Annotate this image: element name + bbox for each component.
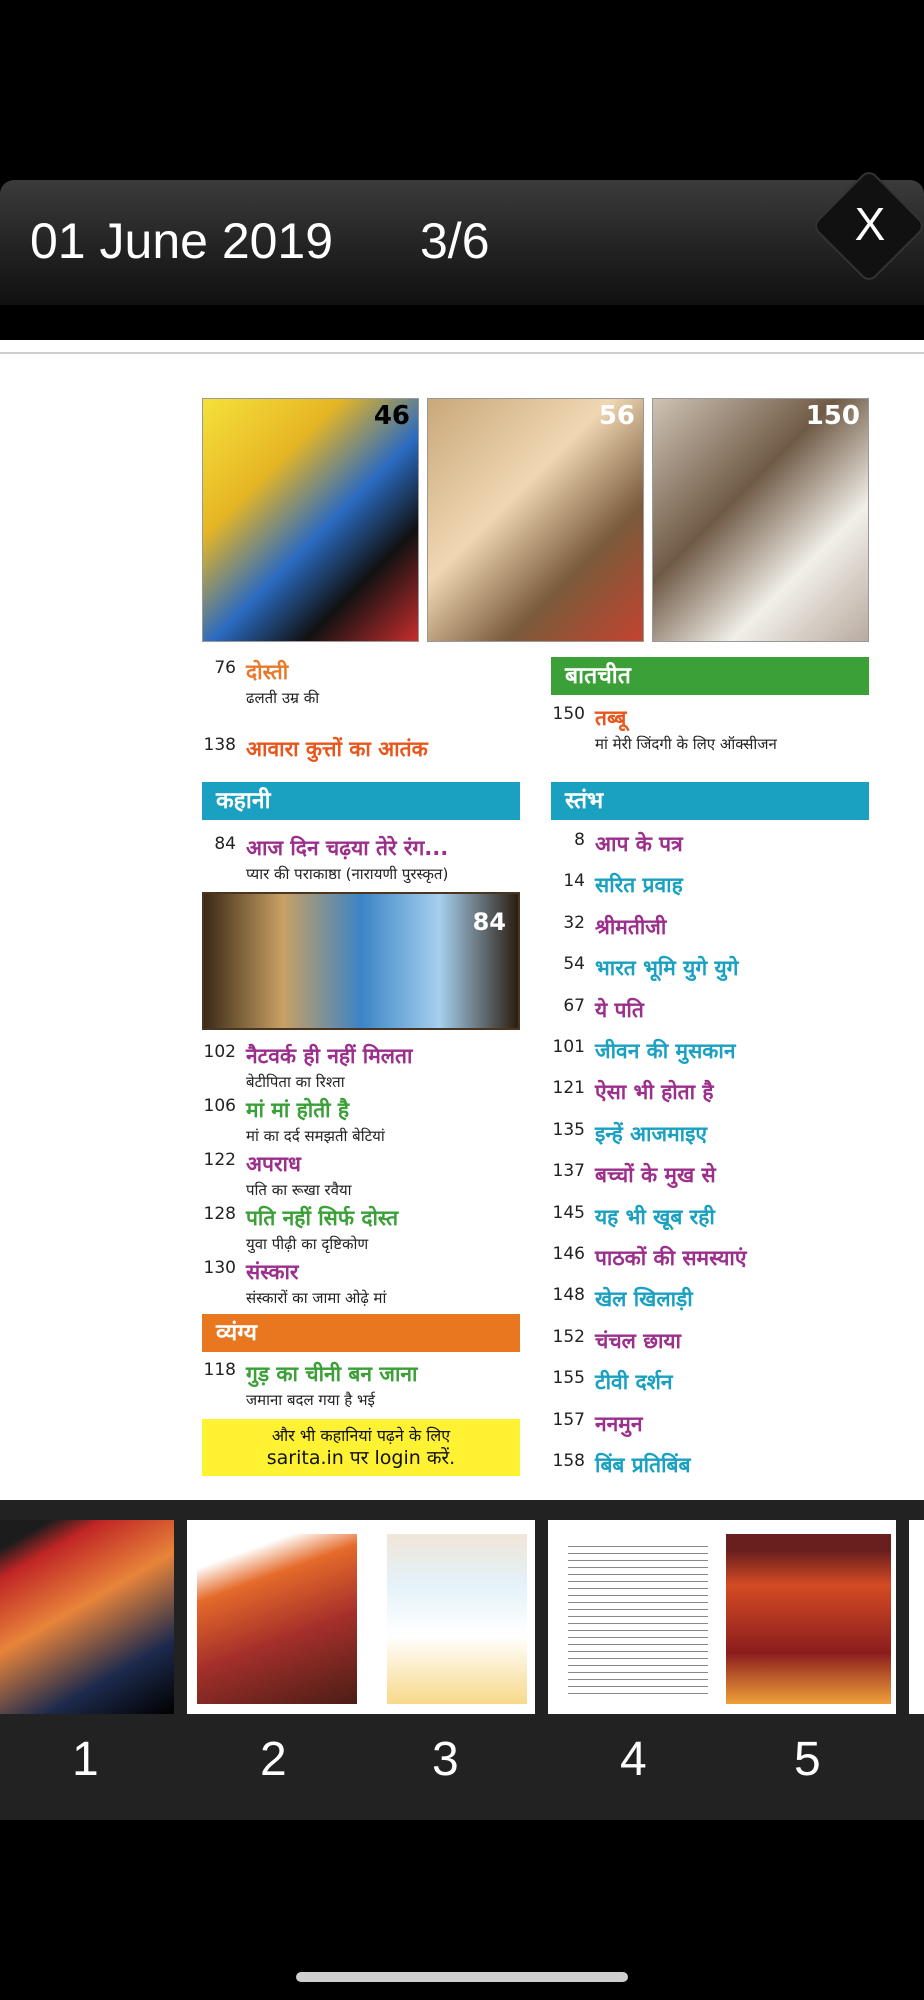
toc-page-number: 102 bbox=[203, 1042, 236, 1062]
toc-page-number: 158 bbox=[552, 1451, 585, 1471]
toc-subtitle: संस्कारों का जामा ओढ़े मां bbox=[246, 1289, 387, 1307]
sarita-login-banner[interactable] bbox=[202, 1419, 520, 1476]
close-icon[interactable]: X bbox=[854, 198, 886, 250]
toc-title: यह भी खूब रही bbox=[595, 1204, 715, 1229]
toc-subtitle: प्यार की पराकाष्ठा (नारायणी पुरस्कृत) bbox=[246, 865, 449, 883]
magazine-page[interactable] bbox=[0, 340, 924, 1500]
section-band-baatchit: बातचीत bbox=[551, 657, 869, 695]
toc-page-number: 118 bbox=[203, 1360, 236, 1380]
toc-page-number: 146 bbox=[552, 1244, 585, 1264]
feature-image-150[interactable] bbox=[652, 398, 869, 642]
toc-page-number: 32 bbox=[563, 912, 585, 933]
toc-page-number: 145 bbox=[552, 1202, 585, 1223]
toc-title: मां मां होती है bbox=[246, 1098, 350, 1122]
toc-title: आप के पत्र bbox=[595, 832, 683, 856]
toc-page-number: 135 bbox=[552, 1119, 585, 1140]
feature-page-number: 56 bbox=[598, 401, 635, 431]
page-label[interactable]: 2 bbox=[260, 1733, 287, 1786]
toc-page-number: 121 bbox=[552, 1078, 585, 1099]
page-label[interactable]: 3 bbox=[432, 1733, 459, 1786]
story-illustration[interactable] bbox=[202, 892, 520, 1030]
feature-page-number: 46 bbox=[373, 401, 410, 431]
story-page-number: 84 bbox=[472, 908, 506, 936]
toc-page-number: 137 bbox=[552, 1161, 585, 1182]
toc-page-number: 148 bbox=[552, 1285, 585, 1306]
page-thumbnail-6[interactable] bbox=[909, 1520, 924, 1714]
toc-title: आज दिन चढ़या तेरे रंग... bbox=[246, 836, 449, 860]
page-thumbnail-2-3[interactable] bbox=[187, 1520, 535, 1714]
toc-subtitle: ढलती उम्र की bbox=[246, 689, 320, 707]
viewer-header bbox=[0, 180, 924, 305]
toc-title: अपराध bbox=[246, 1152, 301, 1176]
toc-title: नैटवर्क ही नहीं मिलता bbox=[246, 1044, 413, 1068]
page-label[interactable]: 5 bbox=[794, 1733, 821, 1786]
page-indicator: 3/6 bbox=[420, 213, 490, 269]
toc-subtitle: मां मेरी जिंदगी के लिए ऑक्सीजन bbox=[595, 735, 777, 753]
toc-title: गुड़ का चीनी बन जाना bbox=[246, 1362, 418, 1386]
feature-image-46[interactable] bbox=[202, 398, 419, 642]
section-band-kahani: कहानी bbox=[202, 782, 520, 820]
toc-page-number: 122 bbox=[203, 1150, 236, 1170]
toc-page-number: 150 bbox=[552, 704, 585, 724]
toc-page-number: 14 bbox=[563, 871, 585, 892]
feature-image-56[interactable] bbox=[427, 398, 644, 642]
toc-title: संस्कार bbox=[246, 1260, 299, 1284]
toc-page-number: 106 bbox=[203, 1096, 236, 1116]
toc-title: पति नहीं सिर्फ दोस्त bbox=[246, 1206, 399, 1230]
toc-page-number: 152 bbox=[552, 1326, 585, 1347]
toc-title: बच्चों के मुख से bbox=[595, 1163, 716, 1188]
toc-subtitle: मां का दर्द समझती बेटियां bbox=[246, 1127, 385, 1145]
toc-title: इन्हें आजमाइए bbox=[595, 1121, 708, 1146]
toc-title: पाठकों की समस्याएं bbox=[595, 1246, 747, 1270]
toc-page-number: 84 bbox=[214, 834, 236, 854]
toc-page-number: 138 bbox=[203, 735, 236, 755]
toc-title: बिंब प्रतिबिंब bbox=[595, 1453, 691, 1477]
toc-title: दोस्ती bbox=[246, 660, 289, 684]
toc-subtitle: पति का रूखा रवैया bbox=[246, 1181, 352, 1199]
header-divider bbox=[0, 305, 924, 340]
toc-title: ननमुन bbox=[595, 1411, 643, 1436]
toc-page-number: 157 bbox=[552, 1409, 585, 1430]
toc-title: खेल खिलाड़ी bbox=[595, 1287, 693, 1312]
banner-line-1: और भी कहानियां पढ़ने के लिए bbox=[271, 1426, 451, 1445]
page-top-rule bbox=[0, 352, 924, 354]
feature-page-number: 150 bbox=[805, 401, 860, 431]
toc-title: ऐसा भी होता है bbox=[595, 1080, 714, 1105]
page-thumbnail-1[interactable] bbox=[0, 1520, 174, 1714]
toc-title: ये पति bbox=[595, 997, 644, 1022]
issue-date: 01 June 2019 bbox=[30, 213, 334, 269]
toc-page-number: 54 bbox=[563, 954, 585, 975]
toc-page-number: 155 bbox=[552, 1368, 585, 1389]
toc-page-number: 130 bbox=[203, 1258, 236, 1278]
toc-title: तब्बू bbox=[595, 706, 627, 730]
section-band-stambh: स्तंभ bbox=[551, 782, 869, 820]
toc-title: जीवन की मुसकान bbox=[595, 1039, 736, 1063]
toc-page-number: 76 bbox=[214, 658, 236, 678]
toc-title: आवारा कुत्तों का आतंक bbox=[246, 737, 428, 761]
toc-title: भारत भूमि युगे युगे bbox=[595, 956, 739, 981]
toc-subtitle: बेटीपिता का रिश्ता bbox=[246, 1073, 345, 1091]
toc-title: श्रीमतीजी bbox=[595, 914, 667, 939]
toc-title: सरित प्रवाह bbox=[595, 873, 683, 898]
toc-title: चंचल छाया bbox=[595, 1328, 681, 1353]
page-thumbnail-strip[interactable] bbox=[0, 1500, 924, 1820]
banner-line-2: sarita.in पर login करें. bbox=[266, 1447, 456, 1469]
page-thumbnail-4-5[interactable] bbox=[548, 1520, 896, 1714]
toc-title: टीवी दर्शन bbox=[595, 1370, 673, 1395]
toc-subtitle: जमाना बदल गया है भई bbox=[246, 1391, 375, 1409]
page-label[interactable]: 1 bbox=[72, 1733, 99, 1786]
toc-subtitle: युवा पीढ़ी का दृष्टिकोण bbox=[246, 1235, 369, 1253]
toc-page-number: 101 bbox=[552, 1037, 585, 1057]
section-band-vyangya: व्यंग्य bbox=[202, 1314, 520, 1352]
toc-page-number: 8 bbox=[574, 830, 585, 850]
toc-page-number: 67 bbox=[563, 995, 585, 1016]
toc-page-number: 128 bbox=[203, 1204, 236, 1224]
home-indicator[interactable] bbox=[296, 1972, 628, 1982]
page-label[interactable]: 4 bbox=[620, 1733, 647, 1786]
